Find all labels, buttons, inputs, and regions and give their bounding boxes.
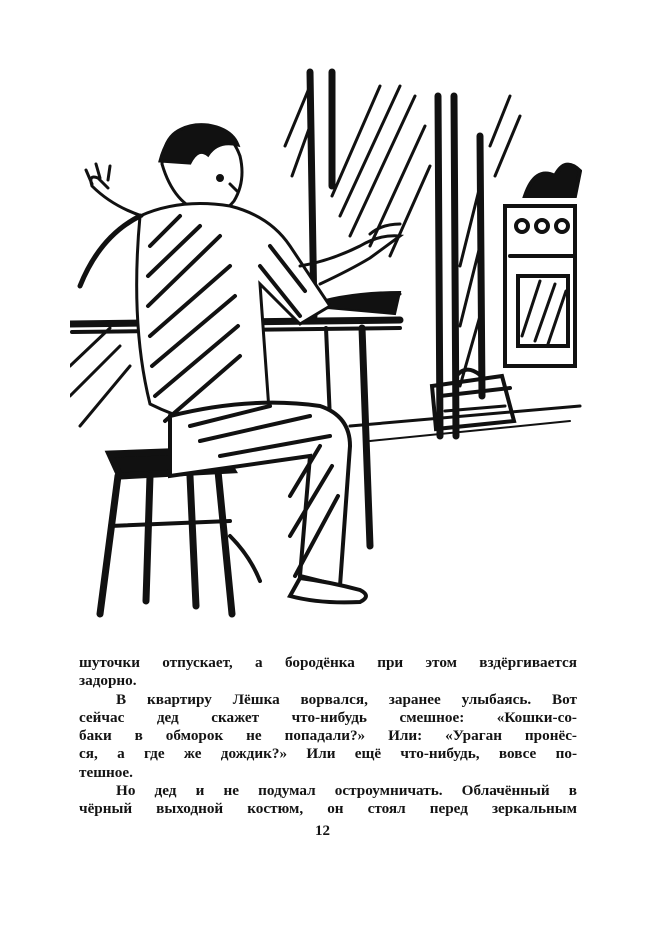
boy-body — [137, 204, 330, 427]
stool — [100, 450, 232, 614]
text-line: шуточки отпускает, а бородёнка при этом вздёргивается — [79, 654, 577, 671]
text-line: сейчас дед скажет что-нибудь смешное: «Кошки-со- — [79, 708, 577, 726]
paragraph-3 — [79, 782, 577, 819]
boy-shoe — [290, 578, 366, 602]
text-line: баки в обморок не попадали?» Или: «Ураган пронёс- — [79, 727, 577, 745]
text-line: чёрный выходной костюм, он стоял перед зеркальным — [79, 800, 577, 818]
page-number: 12 — [315, 823, 330, 839]
boy-head — [160, 125, 242, 214]
text-line: тешное. — [79, 763, 133, 781]
paragraph-1 — [79, 654, 577, 691]
text-line: задорно. — [79, 672, 137, 690]
paragraph-2 — [79, 691, 577, 782]
text-line: ся, а где же дождик?» Или ещё что-нибудь, вовсе по- — [79, 745, 577, 763]
text-line: В квартиру Лёшка ворвался, заранее улыбаясь. Вот — [116, 690, 577, 708]
illustration — [70, 66, 582, 618]
text-line: Но дед и не подумал остроумничать. Облачённый в — [116, 782, 577, 800]
bag — [432, 370, 514, 429]
stove-hatching — [522, 281, 566, 344]
boy-left-hand — [80, 164, 142, 286]
stove — [505, 165, 580, 366]
floor-line — [350, 406, 580, 441]
